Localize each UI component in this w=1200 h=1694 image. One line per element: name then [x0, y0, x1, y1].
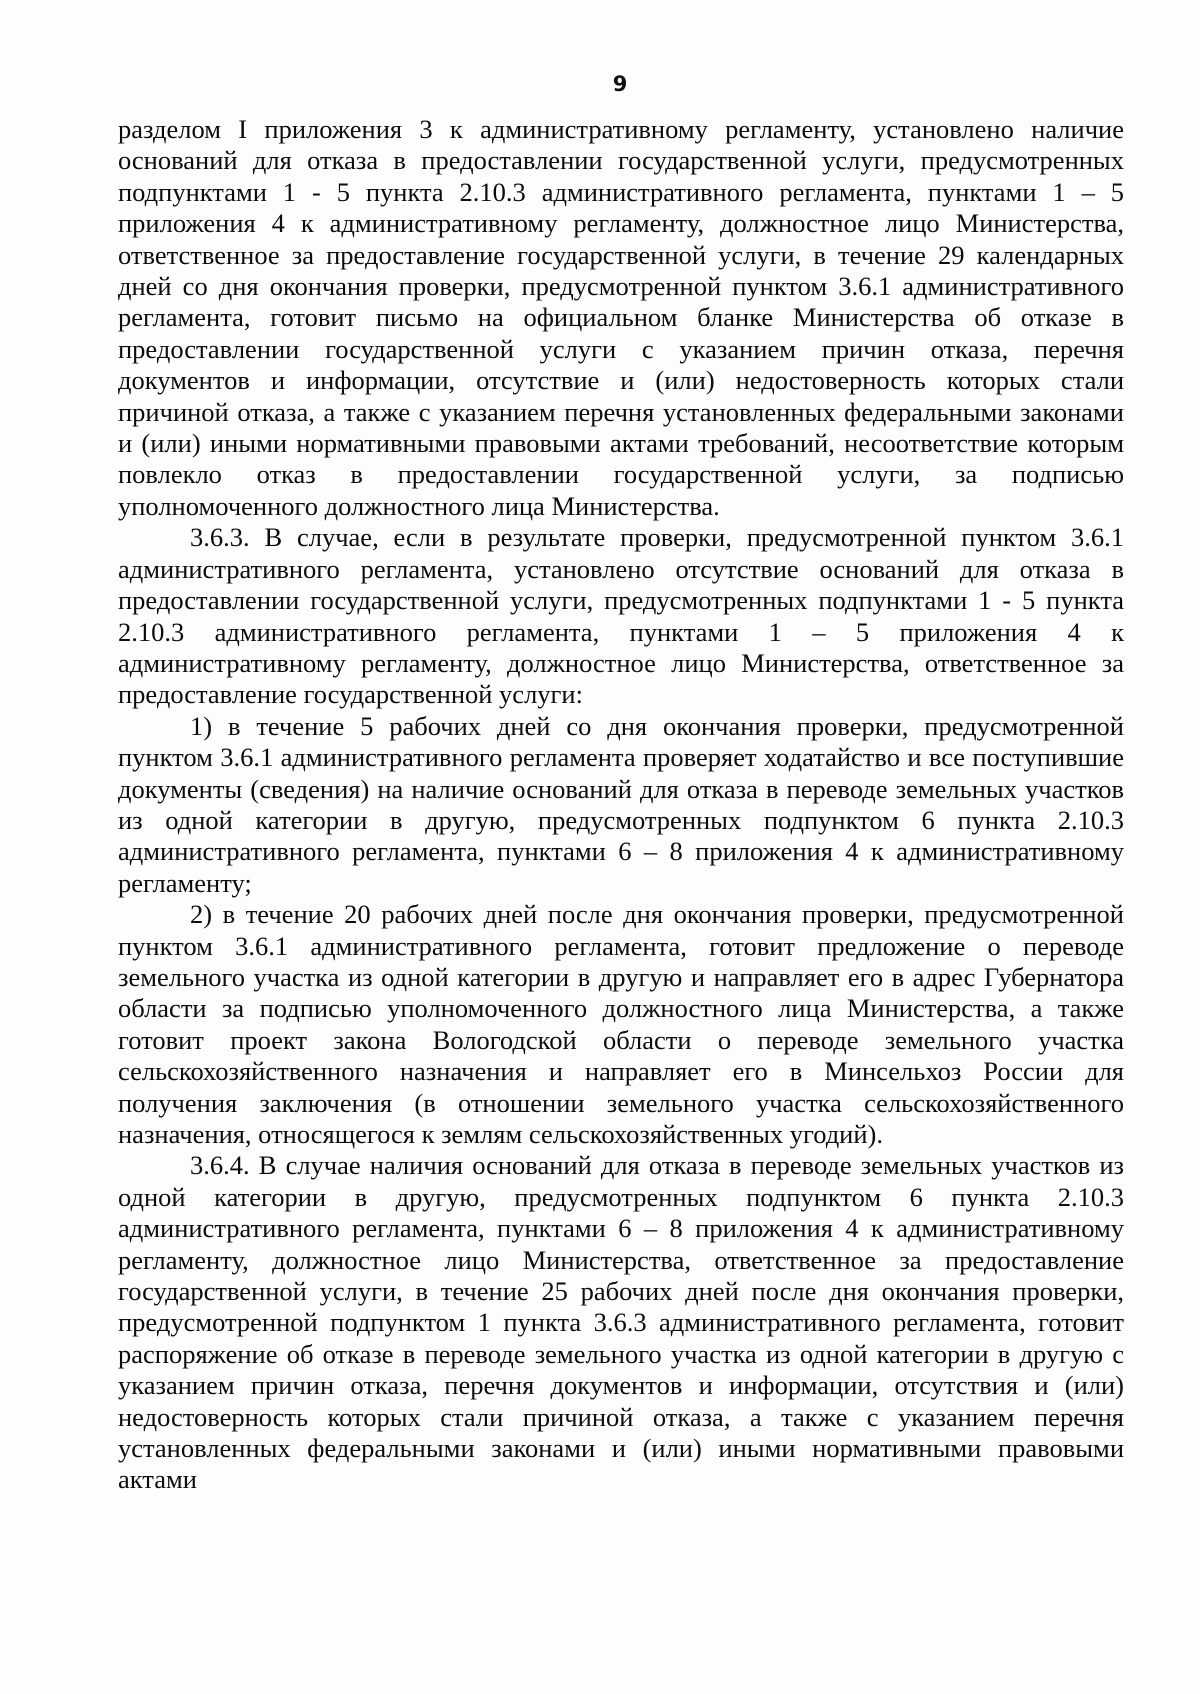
- document-body: [118, 114, 1124, 1496]
- page-number: 9: [612, 72, 628, 96]
- paragraph-continuation: разделом I приложения 3 к административному регламенту, установлено наличие оснований для отказа в предоставлении государственной услуги, предусмотренных подпунктами 1 - 5 пункта 2.10.3 административного регламента, пунктами 1 – 5 приложения 4 к административному регламенту, должностное лицо Министерства, ответственное за предоставление государственной услуги, в течение 29 календарных дней со дня окончания проверки, предусмотренной пунктом 3.6.1 административного регламента, готовит письмо на официальном бланке Министерства об отказе в предоставлении государственной услуги с указанием причин отказа, перечня документов и информации, отсутствие и (или) недостоверность которых стали причиной отказа, а также с указанием перечня установленных федеральными законами и (или) иными нормативными правовыми актами требований, несоответствие которым повлекло отказ в предоставлении государственной услуги, за подписью уполномоченного должностного лица Министерства.: [118, 114, 1124, 521]
- paragraph-3-6-3: 3.6.3. В случае, если в результате проверки, предусмотренной пунктом 3.6.1 административного регламента, установлено отсутствие оснований для отказа в предоставлении государственной услуги, предусмотренных подпунктами 1 - 5 пункта 2.10.3 административного регламента, пунктами 1 – 5 приложения 4 к административному регламенту, должностное лицо Министерства, ответственное за предоставление государственной услуги:: [118, 522, 1124, 710]
- paragraph-item-2: 2) в течение 20 рабочих дней после дня окончания проверки, предусмотренной пунктом 3.6.1 административного регламента, готовит предложение о переводе земельного участка из одной категории в другую и направляет его в адрес Губернатора области за подписью уполномоченного должностного лица Министерства, а также готовит проект закона Вологодской области о переводе земельного участка сельскохозяйственного назначения и направляет его в Минсельхоз России для получения заключения (в отношении земельного участка сельскохозяйственного назначения, относящегося к землям сельскохозяйственных угодий).: [118, 899, 1124, 1149]
- paragraph-3-6-4: 3.6.4. В случае наличия оснований для отказа в переводе земельных участков из одной категории в другую, предусмотренных подпунктом 6 пункта 2.10.3 административного регламента, пунктами 6 – 8 приложения 4 к административному регламенту, должностное лицо Министерства, ответственное за предоставление государственной услуги, в течение 25 рабочих дней после дня окончания проверки, предусмотренной подпунктом 1 пункта 3.6.3 административного регламента, готовит распоряжение об отказе в переводе земельного участка из одной категории в другую с указанием причин отказа, перечня документов и информации, отсутствия и (или) недостоверность которых стали причиной отказа, а также с указанием перечня установленных федеральными законами и (или) иными нормативными правовыми актами: [118, 1150, 1124, 1495]
- paragraph-item-1: 1) в течение 5 рабочих дней со дня окончания проверки, предусмотренной пунктом 3.6.1 административного регламента проверяет ходатайство и все поступившие документы (сведения) на наличие оснований для отказа в переводе земельных участков из одной категории в другую, предусмотренных подпунктом 6 пункта 2.10.3 административного регламента, пунктами 6 – 8 приложения 4 к административному регламенту;: [118, 710, 1124, 898]
